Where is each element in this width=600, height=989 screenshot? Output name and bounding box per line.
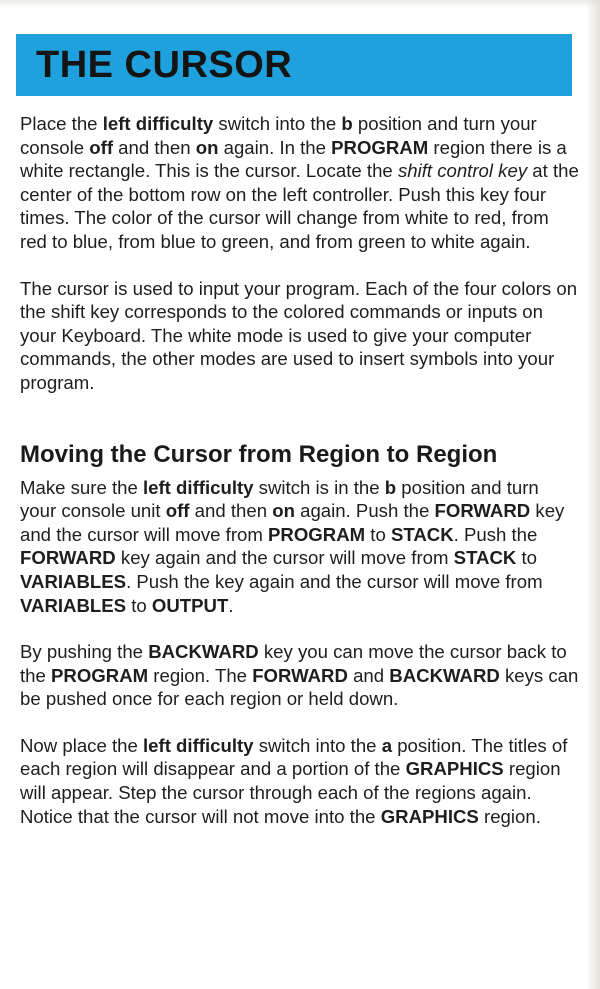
bold-term: GRAPHICS	[405, 758, 504, 780]
text-run: key you can move the cursor back to the	[20, 641, 567, 686]
spacer	[20, 711, 580, 734]
text-run: switch into the	[253, 734, 382, 756]
bold-term: PROGRAM	[51, 664, 149, 686]
text-run: position and turn your console unit	[20, 476, 539, 522]
bold-term: off	[165, 500, 190, 522]
spacer	[20, 617, 580, 640]
text-run: region will appear. Step the cursor through each of the regions again. Notice that the cursor will not move into the	[20, 758, 561, 827]
bold-term: STACK	[453, 547, 517, 569]
text-run: region there is a white rectangle. This is the cursor. Locate the	[20, 136, 567, 182]
bold-term: BACKWARD	[389, 664, 500, 686]
bold-term: FORWARD	[252, 664, 348, 686]
text-run: switch is in the	[253, 476, 385, 498]
paragraph-backward-key	[20, 640, 580, 711]
text-run: and	[347, 664, 390, 686]
page-title: THE CURSOR	[36, 44, 293, 86]
text-run: . Push the key again and the cursor will move from	[126, 570, 543, 592]
text-run: to	[126, 594, 152, 616]
bold-term: BACKWARD	[148, 641, 259, 663]
text-run: switch into the	[213, 113, 342, 134]
bold-term: STACK	[390, 523, 454, 545]
bold-term: GRAPHICS	[380, 805, 479, 827]
text-run: at the center of the bottom row on the left controller. Push this key four times. The color of the cursor will change from white to red, from red to blue, from blue to green, and from green to white again.	[20, 160, 579, 252]
text-run: again. In the	[218, 136, 332, 158]
bold-term: left difficulty	[143, 734, 254, 756]
italic-term: shift control key	[397, 160, 528, 182]
text-run: to	[365, 523, 391, 545]
bold-term: FORWARD	[434, 500, 531, 522]
text-run: key again and the cursor will move from	[115, 547, 454, 569]
text-run: key and the cursor will move from	[20, 500, 565, 545]
bold-term: FORWARD	[20, 547, 116, 569]
paragraph-forward-key	[20, 476, 580, 618]
bold-term: off	[89, 136, 114, 158]
paragraph-graphics-region	[20, 734, 580, 828]
page-content	[20, 112, 580, 828]
page-edge-shadow	[586, 0, 600, 989]
bold-term: VARIABLES	[20, 594, 127, 616]
text-run: .	[228, 594, 234, 616]
text-run: region. The	[148, 664, 253, 686]
paragraph-cursor-intro	[20, 112, 580, 254]
bold-term: b	[384, 476, 397, 498]
spacer	[20, 254, 580, 277]
text-run: and then	[113, 136, 196, 158]
text-run: position and turn your console	[20, 113, 537, 158]
section-heading: Moving the Cursor from Region to Region	[20, 440, 498, 468]
paragraph-cursor-purpose	[20, 277, 580, 395]
bold-term: left difficulty	[102, 113, 214, 134]
spacer	[20, 395, 580, 440]
bold-term: a	[381, 734, 393, 756]
title-banner	[16, 34, 572, 96]
text-run: Place the	[20, 113, 103, 134]
bold-term: on	[272, 500, 295, 522]
text-run: keys can be pushed once for each region or held down.	[20, 664, 579, 710]
bold-term: PROGRAM	[331, 136, 429, 158]
text-run: again. Push the	[294, 500, 435, 522]
page-top-shadow	[0, 0, 600, 8]
text-run: and then	[189, 500, 273, 522]
text-run: position. The titles of each region will disappear and a portion of the	[20, 734, 568, 780]
bold-term: on	[195, 136, 219, 158]
text-run: to	[516, 547, 538, 569]
bold-term: b	[341, 113, 353, 134]
text-run: Now place the	[20, 734, 143, 756]
text-run: . Push the	[453, 523, 538, 545]
text-run: The cursor is used to input your program. Each of the four colors on the shift key corresponds to the colored commands or inputs on your Keyboard. The white mode is used to give your computer commands, the other modes are used to insert symbols into your program.	[20, 277, 578, 393]
bold-term: left difficulty	[142, 476, 254, 498]
text-run: region.	[478, 805, 541, 827]
text-run: By pushing the	[20, 641, 149, 663]
bold-term: OUTPUT	[151, 594, 229, 616]
bold-term: VARIABLES	[20, 570, 127, 592]
text-run: Make sure the	[20, 476, 143, 498]
bold-term: PROGRAM	[268, 523, 366, 545]
